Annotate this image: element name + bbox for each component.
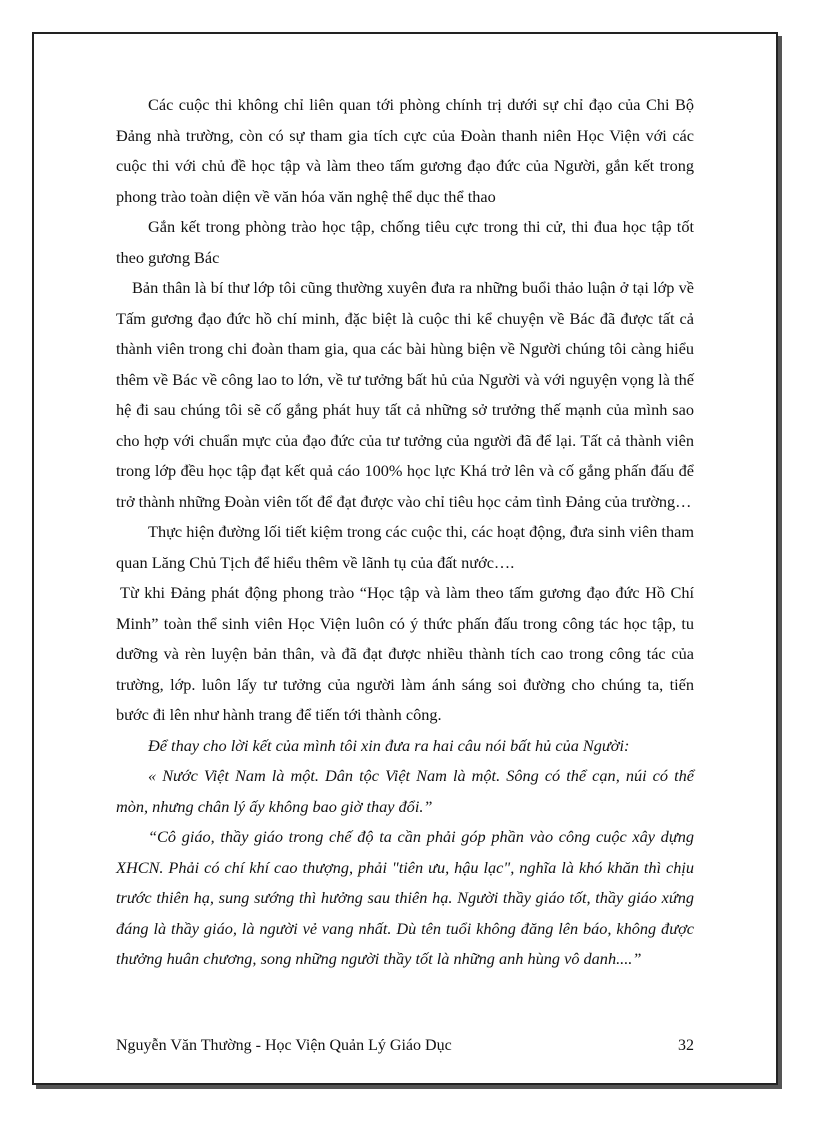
paragraph-2: Gắn kết trong phòng trào học tập, chống tiêu cực trong thi cử, thi đua học tập tốt theo gương Bác	[116, 217, 694, 267]
paragraph-6: Để thay cho lời kết của mình tôi xin đưa ra hai câu nói bất hủ của Người:	[148, 735, 630, 755]
document-body	[116, 90, 694, 975]
page-number: 32	[678, 1037, 694, 1054]
quote-2: “Cô giáo, thầy giáo trong chế độ ta cần phải góp phần vào công cuộc xây dựng XHCN. Phải có chí khí cao thượng, phải "tiên ưu, hậu lạc", nghĩa là khó khăn thì chịu trước thiên hạ, sung sướng thì hưởng sau thiên hạ. Người thầy giáo tốt, thầy giáo xứng đáng là thầy giáo, là người vẻ vang nhất. Dù tên tuổi không đăng lên báo, không được thưởng huân chương, song những người thầy tốt là những anh hùng vô danh....”	[116, 827, 694, 968]
paragraph-1: Các cuộc thi không chỉ liên quan tới phòng chính trị dưới sự chỉ đạo của Chi Bộ Đảng nhà trường, còn có sự tham gia tích cực của Đoàn thanh niên Học Viện với các cuộc thi với chủ đề học tập và làm theo tấm gương đạo đức của Người, gắn kết trong phong trào toàn diện về văn hóa văn nghệ thể dục thể thao	[116, 95, 694, 206]
quote-1: « Nước Việt Nam là một. Dân tộc Việt Nam là một. Sông có thể cạn, núi có thể mòn, nhưng chân lý ấy không bao giờ thay đổi.”	[116, 766, 694, 816]
paragraph-4: Thực hiện đường lối tiết kiệm trong các cuộc thi, các hoạt động, đưa sinh viên tham quan Lăng Chủ Tịch để hiểu thêm về lãnh tụ của đất nước….	[116, 522, 694, 572]
page-footer	[116, 1037, 694, 1055]
footer-author: Nguyễn Văn Thường - Học Viện Quản Lý Giáo Dục	[116, 1037, 452, 1054]
paragraph-5: Từ khi Đảng phát động phong trào “Học tập và làm theo tấm gương đạo đức Hồ Chí Minh” toàn thể sinh viên Học Viện luôn có ý thức phấn đấu trong công tác học tập, tu dưỡng và rèn luyện bản thân, và đã đạt được nhiều thành tích cao trong công tác của trường, lớp. luôn lấy tư tưởng của người làm ánh sáng soi đường cho chúng ta, tiến bước đi lên như hành trang để tiến tới thành công.	[116, 583, 694, 724]
paragraph-3: Bản thân là bí thư lớp tôi cũng thường xuyên đưa ra những buổi thảo luận ở tại lớp về Tấm gương đạo đức hồ chí minh, đặc biệt là cuộc thi kể chuyện về Bác đã được tất cả thành viên trong chi đoàn tham gia, qua các bài hùng biện về Người chúng tôi càng hiểu thêm về Bác về công lao to lớn, về tư tưởng bất hủ của Người và với nguyện vọng là thế hệ đi sau chúng tôi sẽ cố gắng phát huy tất cả những sở trưởng thế mạnh của mình sao cho hợp với chuẩn mực của đạo đức của tư tưởng của người đã để lại. Tất cả thành viên trong lớp đều học tập đạt kết quả cáo 100% học lực Khá trở lên và cố gắng phấn đấu để trở thành những Đoàn viên tốt để đạt được vào chỉ tiêu học cảm tình Đảng của trường…	[116, 278, 694, 511]
